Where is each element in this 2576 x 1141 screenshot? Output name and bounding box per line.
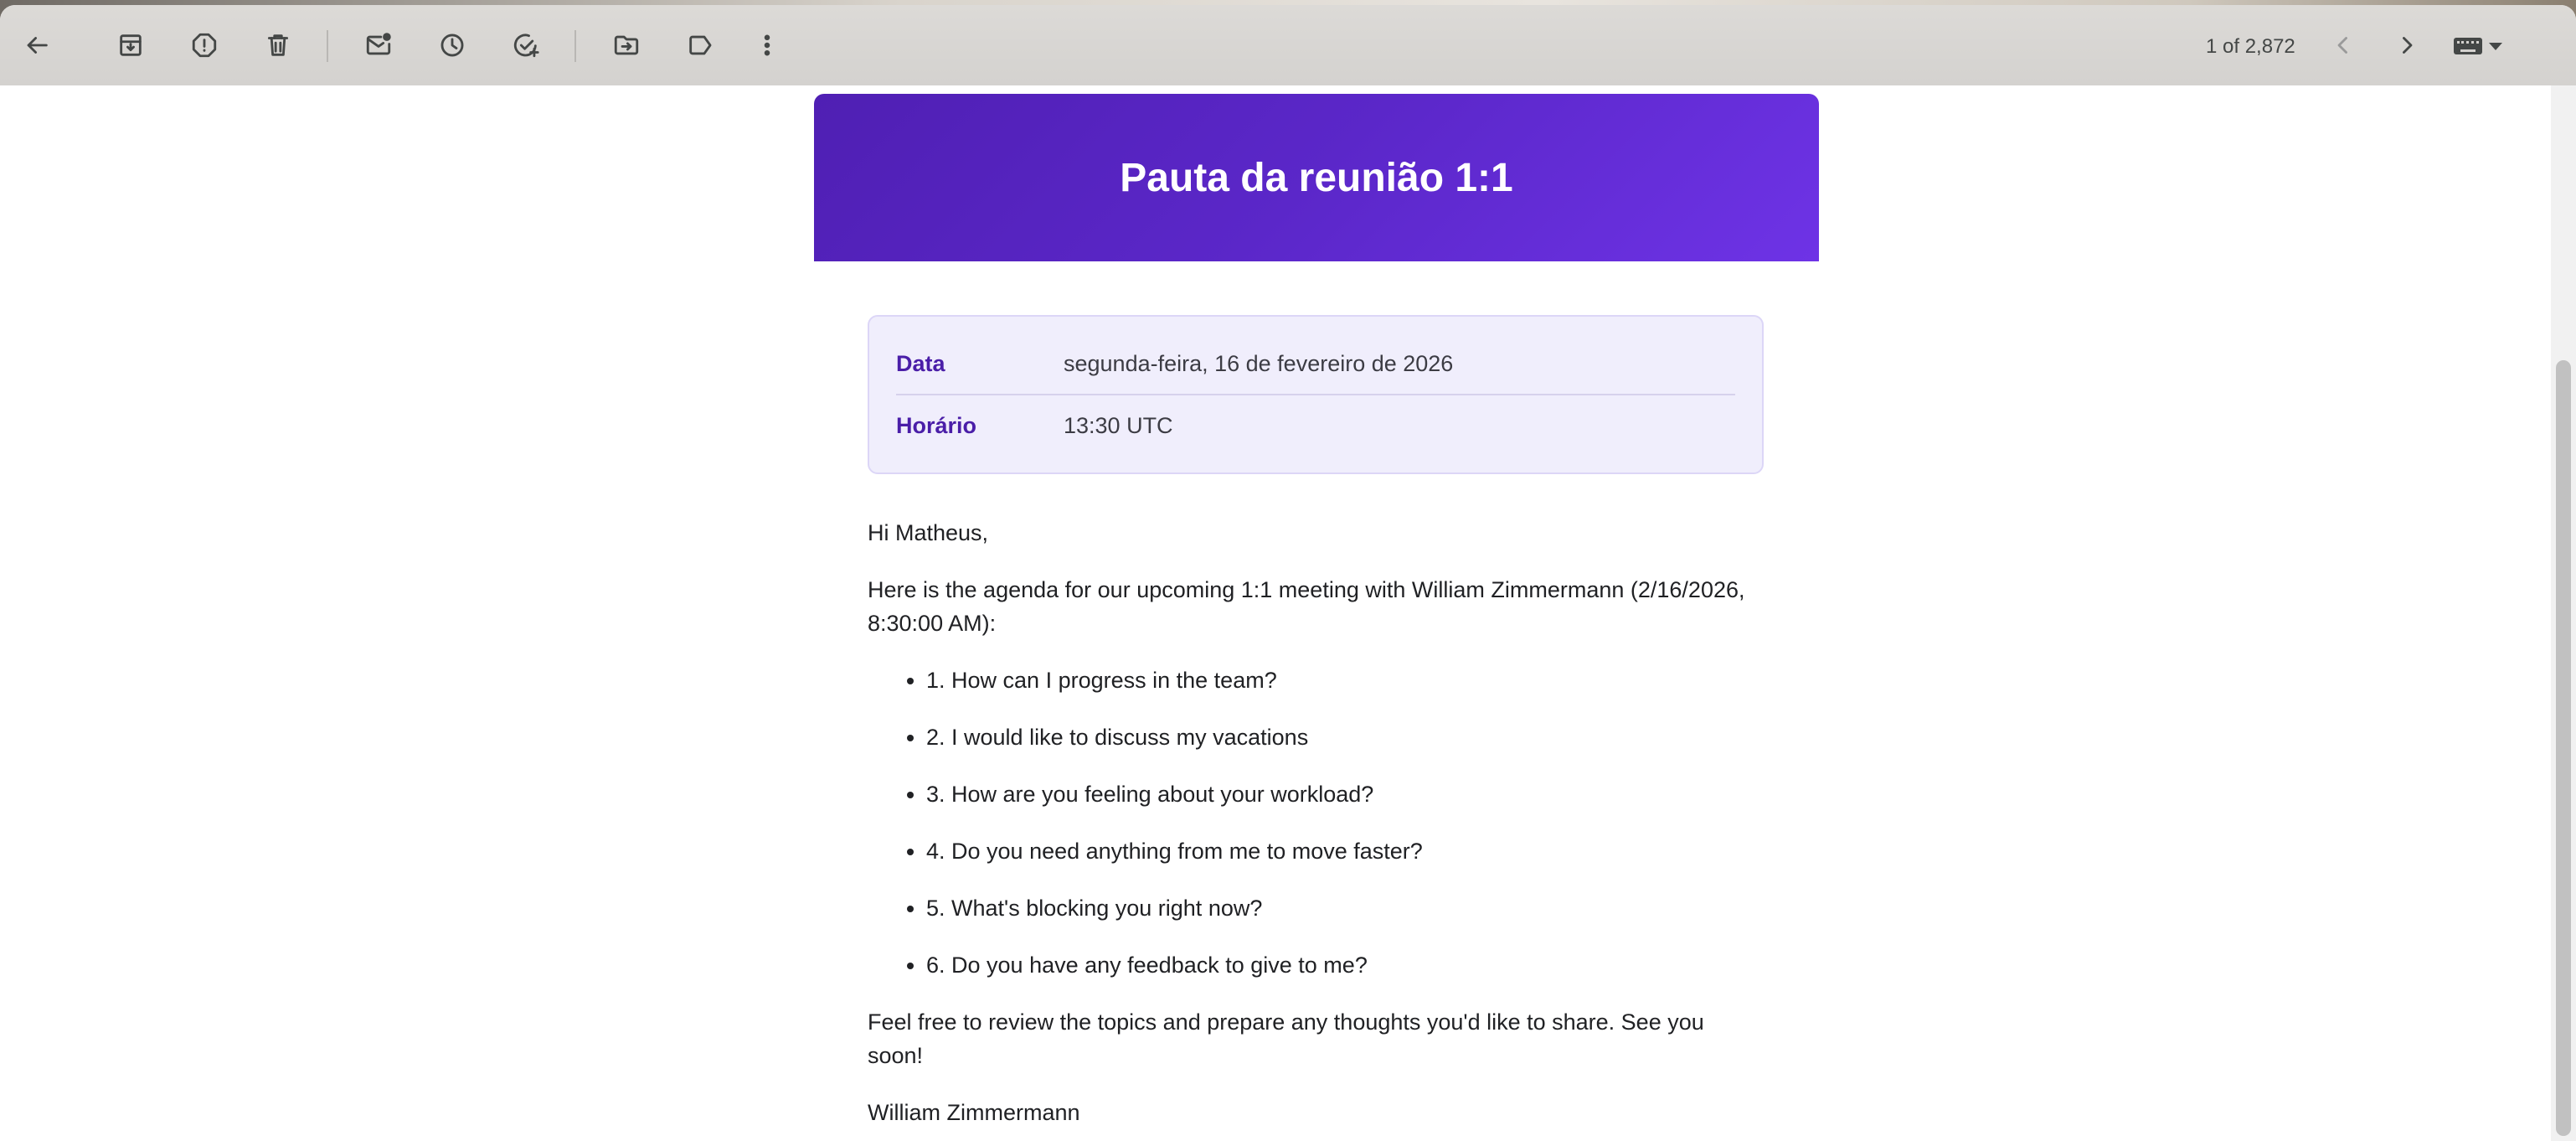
caret-down-icon xyxy=(2489,43,2502,50)
archive-icon xyxy=(116,31,145,59)
more-vert-icon xyxy=(753,31,781,59)
snooze-button[interactable] xyxy=(432,25,472,65)
mail-window xyxy=(0,5,2576,1141)
agenda-item: • 1. How can I progress in the team? xyxy=(926,663,1765,697)
trash-icon xyxy=(264,31,292,59)
meeting-time-label: Horário xyxy=(896,413,977,438)
agenda-item: • 2. I would like to discuss my vacations xyxy=(926,720,1765,754)
message-pager-count: 1 of 2,872 xyxy=(2206,35,2295,58)
meeting-details-card xyxy=(868,315,1764,474)
add-to-tasks-button[interactable] xyxy=(506,25,546,65)
meeting-time-row xyxy=(896,394,1735,456)
agenda-item: • 4. Do you need anything from me to move faster? xyxy=(926,834,1765,868)
message-toolbar xyxy=(0,5,2576,85)
email-signature: William Zimmermann xyxy=(868,1100,1080,1125)
chevron-left-icon xyxy=(2329,31,2357,59)
older-message-button[interactable] xyxy=(2323,25,2363,65)
email-closing: Feel free to review the topics and prepare any thoughts you'd like to share. See you soon! xyxy=(868,1009,1704,1068)
newer-message-button[interactable] xyxy=(2387,25,2427,65)
labels-button[interactable] xyxy=(680,25,720,65)
move-to-button[interactable] xyxy=(606,25,647,65)
meeting-date-value: segunda-feira, 16 de fevereiro de 2026 xyxy=(1064,351,1454,376)
delete-button[interactable] xyxy=(258,25,298,65)
agenda-list xyxy=(868,663,1765,982)
banner-title: Pauta da reunião 1:1 xyxy=(1120,155,1513,200)
report-spam-button[interactable] xyxy=(184,25,224,65)
agenda-item: • 6. Do you have any feedback to give to me? xyxy=(926,948,1765,982)
chevron-right-icon xyxy=(2393,31,2421,59)
email-content xyxy=(814,261,1819,1129)
toolbar-divider xyxy=(327,30,328,62)
clock-icon xyxy=(438,31,466,59)
mark-unread-button[interactable] xyxy=(358,25,399,65)
toolbar-divider xyxy=(574,30,576,62)
back-button[interactable] xyxy=(17,25,57,65)
input-tools-button[interactable] xyxy=(2454,34,2512,59)
mark-unread-icon xyxy=(364,31,393,59)
label-icon xyxy=(686,31,714,59)
agenda-item: • 3. How are you feeling about your workload? xyxy=(926,777,1765,811)
keyboard-icon xyxy=(2454,38,2482,54)
meeting-date-label: Data xyxy=(896,351,945,376)
email-body xyxy=(814,94,1819,1141)
meeting-date-row xyxy=(896,333,1735,394)
scrollbar-thumb[interactable] xyxy=(2556,360,2571,1136)
agenda-item: • 5. What's blocking you right now? xyxy=(926,891,1765,925)
report-spam-icon xyxy=(190,31,219,59)
email-intro: Here is the agenda for our upcoming 1:1 meeting with William Zimmermann (2/16/2026, 8:30:00 AM): xyxy=(868,577,1745,636)
email-greeting: Hi Matheus, xyxy=(868,520,989,545)
archive-button[interactable] xyxy=(111,25,151,65)
arrow-left-icon xyxy=(23,31,51,59)
add-task-icon xyxy=(512,31,540,59)
move-to-folder-icon xyxy=(612,31,641,59)
meeting-time-value: 13:30 UTC xyxy=(1064,413,1173,438)
more-button[interactable] xyxy=(747,25,787,65)
email-banner xyxy=(814,94,1819,261)
